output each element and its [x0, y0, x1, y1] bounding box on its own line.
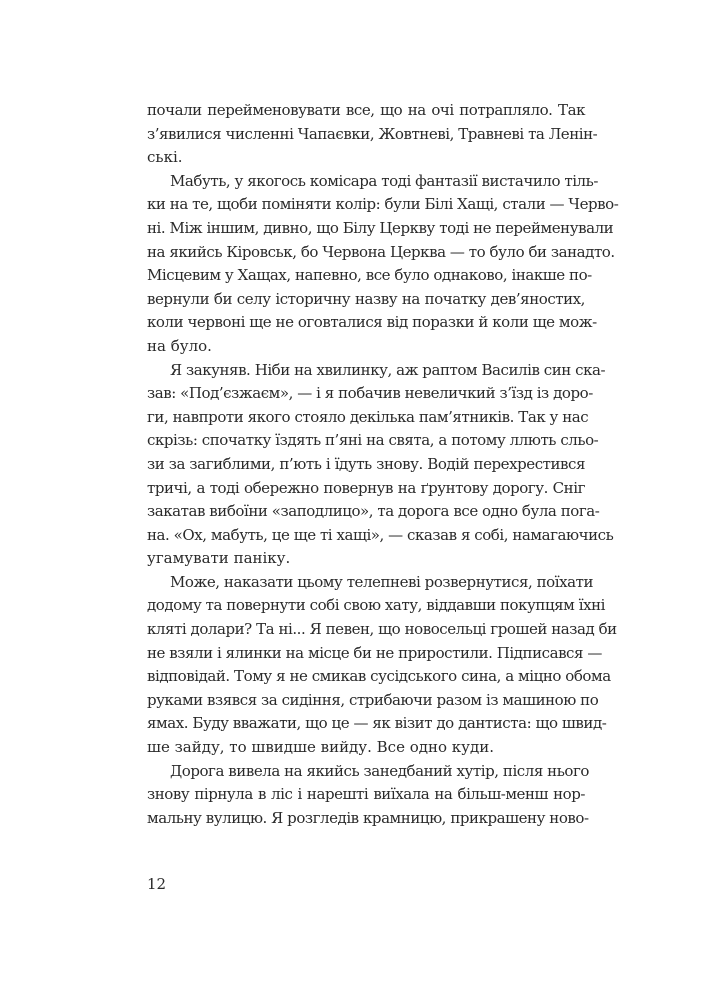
- text-line: додому та повернути собі свою хату, віддавши покупцям їхні: [147, 596, 605, 615]
- text-line: почали перейменовувати все, що на очі потрапляло. Так: [147, 101, 585, 119]
- text-line: Дорога вивела на якийсь занедбаний хутір, після нього: [170, 761, 589, 780]
- text-line: відповідай. Тому я не смикав сусідського сина, а міцно обома: [147, 667, 611, 686]
- text-line: на якийсь Кіровськ, бо Червона Церква — то було би занадто.: [147, 242, 615, 261]
- text-line: кляті долари? Та ні... Я певен, що новосельці грошей назад би: [147, 620, 617, 639]
- text-line: ямах. Буду вважати, що це — як візит до дантиста: що швид-: [147, 714, 607, 733]
- text-line: зи за загиблими, п’ють і їдуть знову. Водій перехрестився: [147, 454, 585, 473]
- text-line: знову пірнула в ліс і нарешті виїхала на більш-менш нор-: [147, 785, 585, 804]
- text-line: ше зайду, то швидше вийду. Все одно куди.: [147, 738, 494, 757]
- text-line: Може, наказати цьому телепневі розвернутися, поїхати: [170, 572, 593, 591]
- text-line: зав: «Под’єзжаєм», — і я побачив невеличкий з’їзд із доро-: [147, 384, 593, 403]
- paragraph-1: [147, 99, 598, 170]
- text-line: ські.: [147, 148, 183, 167]
- text-line: коли червоні ще не оговталися від поразки й коли ще мож-: [147, 313, 597, 332]
- text-line: не взяли і ялинки на місце би не приростили. Підписався —: [147, 643, 602, 662]
- text-line: на було.: [147, 336, 212, 355]
- text-line: угамувати паніку.: [147, 549, 291, 568]
- paragraph-3: [147, 359, 614, 571]
- paragraph-2: [147, 170, 619, 359]
- text-line: ні. Між іншим, дивно, що Білу Церкву тоді не перейменували: [147, 218, 614, 237]
- text-line: мальну вулицю. Я розгледів крамницю, прикрашену ново-: [147, 808, 589, 827]
- text-line: Мабуть, у якогось комісара тоді фантазії вистачило тіль-: [170, 171, 598, 190]
- body-text: [147, 99, 619, 830]
- text-line: тричі, а тоді обережно повернув на ґрунтову дорогу. Сніг: [147, 478, 585, 497]
- text-line: Я закуняв. Ніби на хвилинку, аж раптом Василів син ска-: [170, 360, 606, 379]
- text-line: Місцевим у Хащах, напевно, все було однаково, інакше по-: [147, 266, 592, 285]
- text-line: скрізь: спочатку їздять п’яні на свята, а потому ллють сльо-: [147, 431, 599, 450]
- page-number: 12: [147, 875, 167, 893]
- text-line: ки на те, щоби поміняти колір: були Білі Хащі, стали — Черво-: [147, 195, 619, 214]
- text-line: ги, навпроти якого стояло декілька пам’ятників. Так у нас: [147, 407, 589, 426]
- text-line: закатав вибоїни «заподлицо», та дорога все одно була пога-: [147, 502, 600, 521]
- text-line: руками взявся за сидіння, стрибаючи разом із машиною по: [147, 690, 599, 709]
- text-line: з’явилися численні Чапаєвки, Жовтневі, Травневі та Ленін-: [147, 124, 598, 143]
- text-line: вернули би селу історичну назву на початку дев’яностих,: [147, 289, 585, 308]
- text-line: на. «Ох, мабуть, це ще ті хащі», — сказав я собі, намагаючись: [147, 525, 614, 544]
- paragraph-4: [147, 571, 617, 760]
- paragraph-5: [147, 760, 589, 831]
